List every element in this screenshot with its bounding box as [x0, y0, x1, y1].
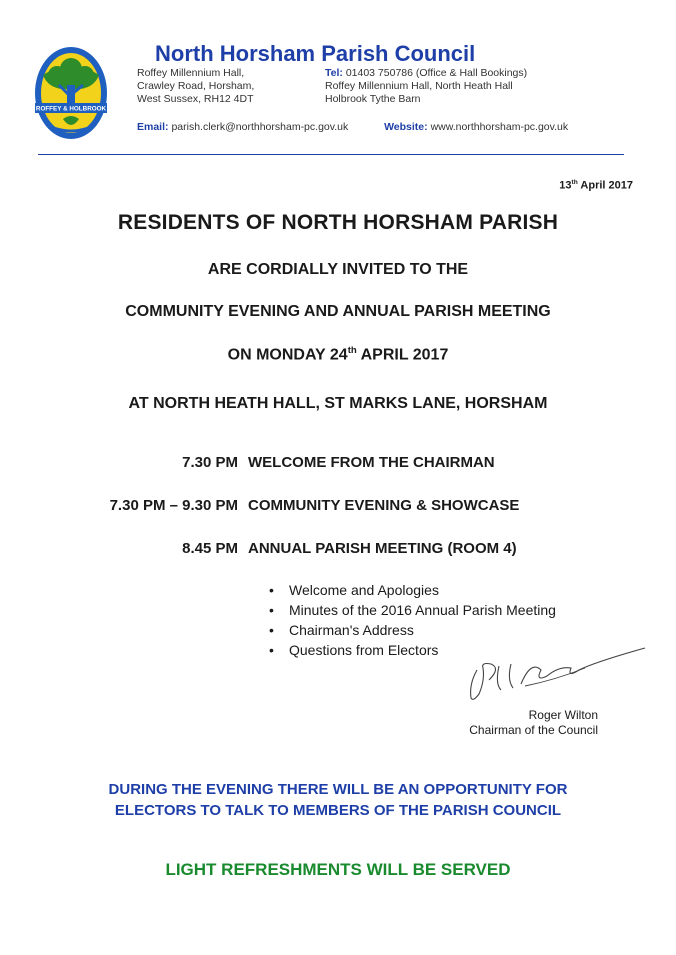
schedule-time: 7.30 PM – 9.30 PM	[109, 497, 238, 514]
signer-name: Roger Wilton	[528, 708, 598, 722]
agenda-item: • Welcome and Apologies	[263, 580, 556, 600]
refreshments-notice: LIGHT REFRESHMENTS WILL BE SERVED	[165, 860, 511, 879]
address-line: Roffey Millennium Hall,	[137, 67, 245, 79]
council-contact	[325, 67, 527, 106]
agenda-item: • Minutes of the 2016 Annual Parish Meeting	[263, 600, 556, 620]
website-label: Website:	[384, 121, 428, 133]
notice-line: DURING THE EVENING THERE WILL BE AN OPPORTUNITY FOR	[108, 781, 568, 798]
web-contact	[137, 121, 568, 133]
headline: RESIDENTS OF NORTH HORSHAM PARISH	[117, 211, 559, 234]
address-line: Crawley Road, Horsham,	[137, 80, 255, 92]
tel-label: Tel:	[325, 67, 343, 79]
agenda-item: • Questions from Electors	[263, 640, 556, 660]
agenda-item: • Chairman's Address	[263, 620, 556, 640]
council-name: North Horsham Parish Council	[155, 41, 476, 66]
address-line: West Sussex, RH12 4DT	[137, 93, 254, 105]
event-location: AT NORTH HEATH HALL, ST MARKS LANE, HORSHAM	[128, 395, 548, 412]
signer-block	[469, 708, 598, 738]
letter-date: 13th April 2017	[559, 179, 633, 192]
venue-line: Roffey Millennium Hall, North Heath Hall	[325, 80, 513, 92]
opportunity-notice	[0, 779, 676, 821]
schedule-time: 7.30 PM	[182, 454, 238, 471]
notice-line: ELECTORS TO TALK TO MEMBERS OF THE PARISH COUNCIL	[114, 802, 562, 819]
schedule-event: ANNUAL PARISH MEETING (ROOM 4)	[248, 540, 517, 557]
logo-text: ROFFEY & HOLBROOK	[35, 105, 107, 113]
tree-logo-icon	[33, 45, 109, 141]
schedule-event: COMMUNITY EVENING & SHOWCASE	[248, 497, 520, 514]
event-name: COMMUNITY EVENING AND ANNUAL PARISH MEETING	[125, 303, 551, 320]
handwritten-signature	[455, 640, 655, 710]
header-divider	[38, 154, 624, 155]
invite-line: ARE CORDIALLY INVITED TO THE	[207, 261, 469, 278]
council-logo	[33, 45, 109, 141]
website-link[interactable]: www.northhorsham-pc.gov.uk	[430, 121, 569, 133]
schedule-event: WELCOME FROM THE CHAIRMAN	[248, 454, 495, 471]
event-date: ON MONDAY 24th APRIL 2017	[227, 345, 449, 364]
venue-line: Holbrook Tythe Barn	[325, 93, 421, 105]
email-label: Email:	[137, 121, 169, 133]
schedule-time: 8.45 PM	[182, 540, 238, 557]
tel-value: 01403 750786 (Office & Hall Bookings)	[345, 67, 528, 79]
signer-title: Chairman of the Council	[469, 723, 598, 737]
council-address	[137, 67, 254, 106]
email-link[interactable]: parish.clerk@northhorsham-pc.gov.uk	[171, 121, 349, 133]
